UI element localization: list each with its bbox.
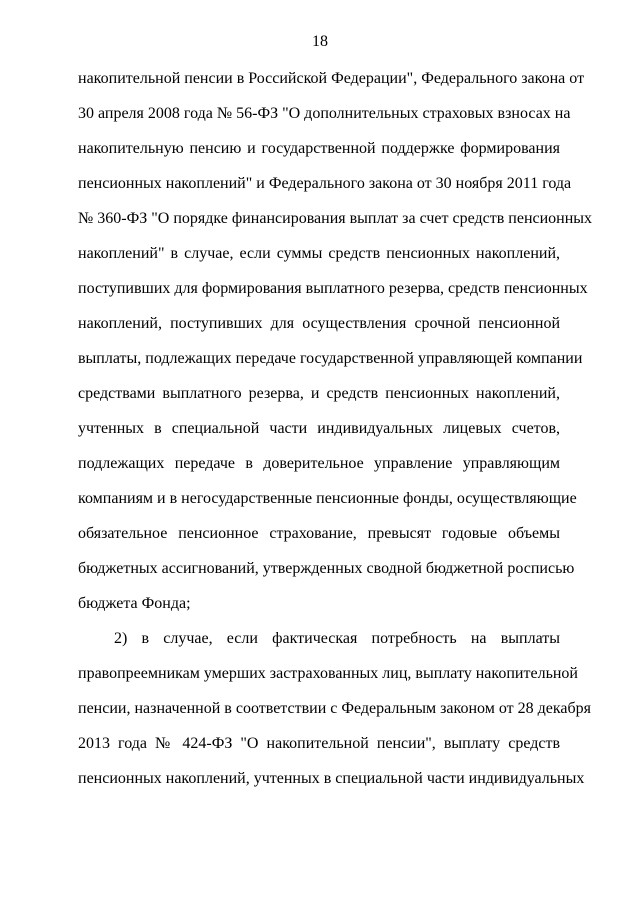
text-line: компаниям и в негосударственные пенсионные фонды, осуществляющие [78, 490, 577, 507]
text-line: пенсии, назначенной в соответствии с Федеральным законом от 28 декабря [78, 700, 592, 717]
text-line: подлежащих передаче в доверительное управление управляющим [78, 455, 560, 472]
text-line: обязательное пенсионное страхование, превысят годовые объемы [78, 525, 560, 542]
text-line: № 360-ФЗ "О порядке финансирования выплат за счет средств пенсионных [78, 210, 593, 227]
text-line: правопреемникам умерших застрахованных лиц, выплату накопительной [78, 665, 578, 682]
text-line: 30 апреля 2008 года № 56-ФЗ "О дополнительных страховых взносах на [78, 105, 571, 122]
text-line: пенсионных накоплений" и Федерального закона от 30 ноября 2011 года [78, 175, 572, 192]
text-line: накопительной пенсии в Российской Федерации", Федерального закона от [78, 70, 585, 87]
text-line: поступивших для формирования выплатного резерва, средств пенсионных [78, 280, 588, 297]
text-line: средствами выплатного резерва, и средств пенсионных накоплений, [78, 385, 560, 402]
text-line: накоплений" в случае, если суммы средств пенсионных накоплений, [78, 245, 560, 262]
text-line: пенсионных накоплений, учтенных в специальной части индивидуальных [78, 770, 585, 787]
text-line: накопительную пенсию и государственной поддержке формирования [78, 140, 560, 157]
text-line: выплаты, подлежащих передаче государственной управляющей компании [78, 350, 583, 367]
text-line: учтенных в специальной части индивидуальных лицевых счетов, [78, 420, 560, 437]
page-number: 18 [312, 33, 328, 50]
text-line: бюджета Фонда; [78, 595, 191, 612]
paragraph-first-line: 2) в случае, если фактическая потребность на выплаты [114, 630, 560, 647]
text-line: накоплений, поступивших для осуществления срочной пенсионной [78, 315, 560, 332]
text-line: бюджетных ассигнований, утвержденных сводной бюджетной росписью [78, 560, 575, 577]
text-line: 2013 года № 424-ФЗ "О накопительной пенсии", выплату средств [78, 735, 560, 752]
